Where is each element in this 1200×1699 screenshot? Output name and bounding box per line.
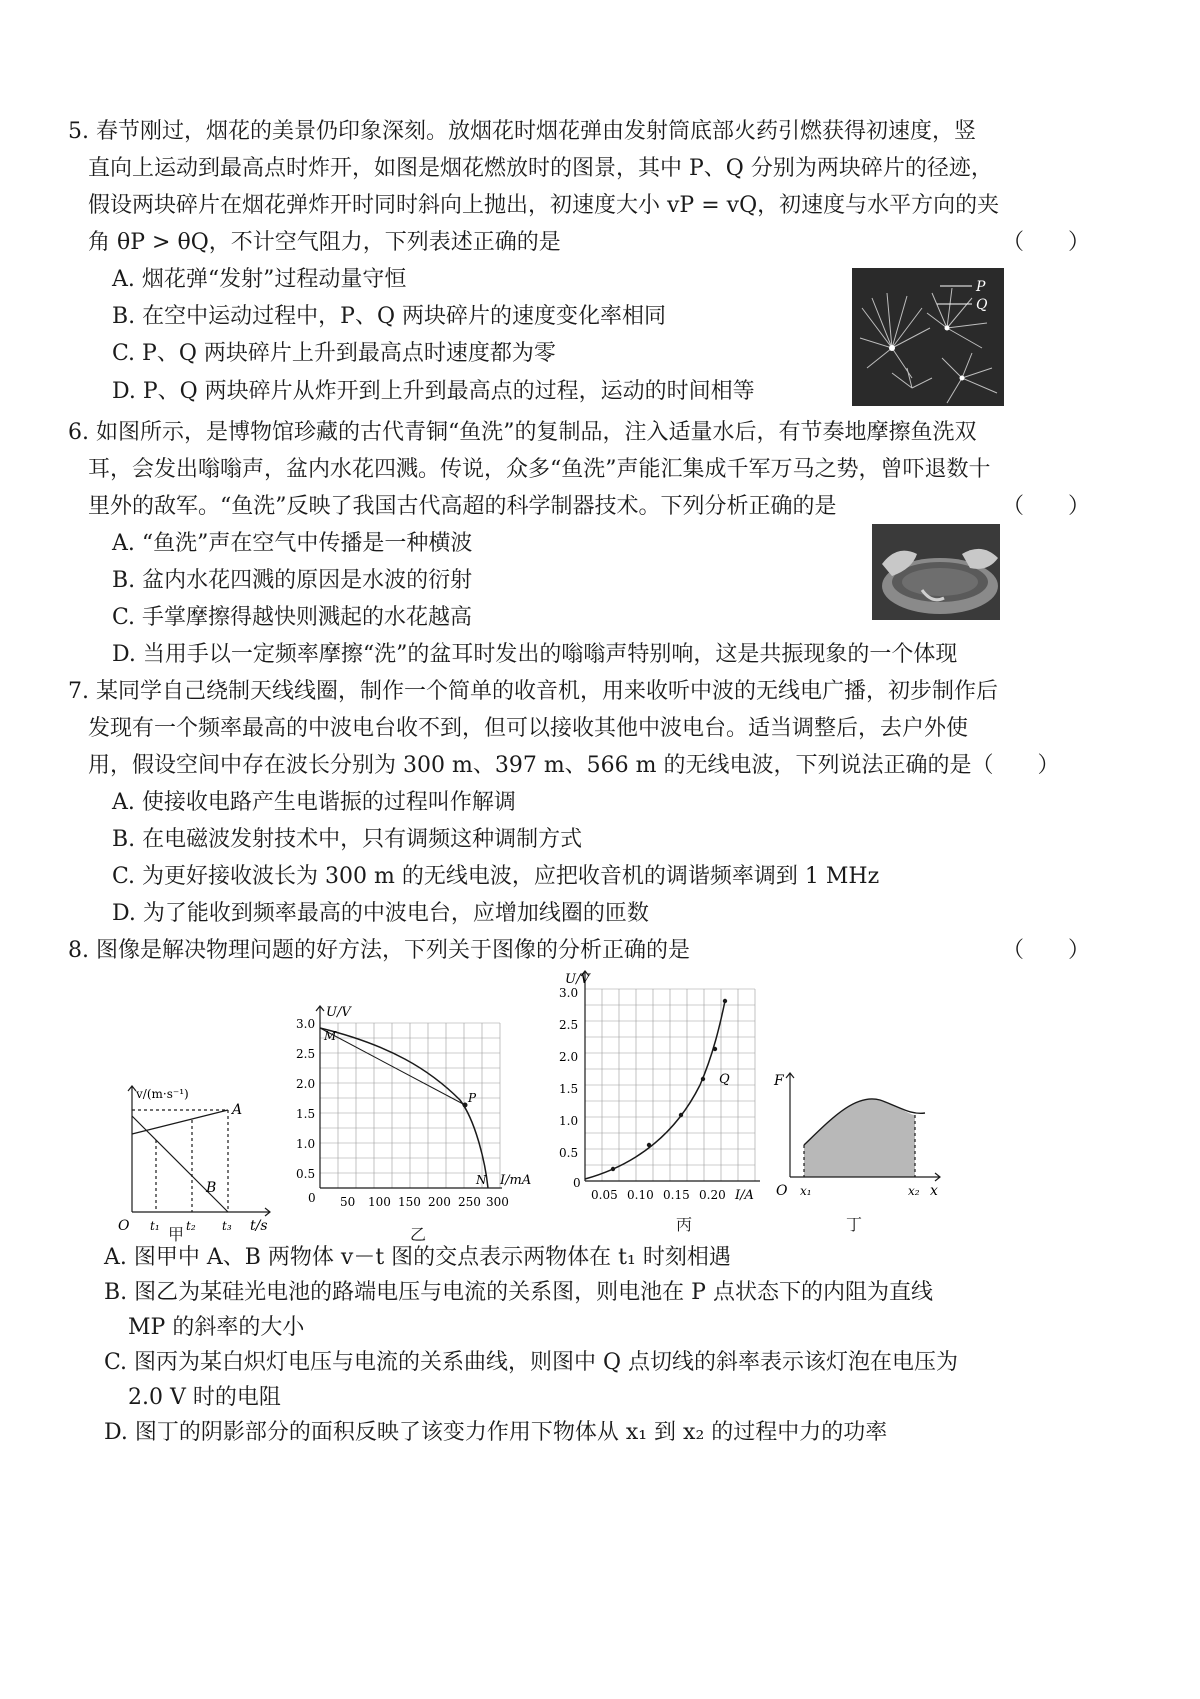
photo-label-p: P xyxy=(976,279,986,295)
q5-option-c: C. P、Q 两块碎片上升到最高点时速度都为零 xyxy=(112,341,556,366)
q6-option-d: D. 当用手以一定频率摩擦“洗”的盆耳时发出的嗡嗡声特别响，这是共振现象的一个体现 xyxy=(112,642,958,667)
q6-option-b: B. 盆内水花四溅的原因是水波的衍射 xyxy=(112,568,473,593)
q5-option-b: B. 在空中运动过程中，P、Q 两块碎片的速度变化率相同 xyxy=(112,304,666,329)
yi-ytick-4: 2.5 xyxy=(296,1047,316,1061)
q5-line-1: 5. 春节刚过，烟花的美景仍印象深刻。放烟花时烟花弹由发射筒底部火药引燃获得初速度，竖 xyxy=(68,119,976,144)
yi-origin: 0 xyxy=(308,1191,316,1205)
bing-xtick-0: 0.05 xyxy=(591,1188,618,1202)
q7-line-2: 发现有一个频率最高的中波电台收不到，但可以接收其他中波电台。适当调整后，去户外使 xyxy=(88,716,969,741)
photo-label-q: Q xyxy=(976,297,988,313)
q8-option-c-cont: 2.0 V 时的电阻 xyxy=(128,1385,281,1410)
bing-ytick-2: 1.5 xyxy=(559,1082,579,1096)
q6-option-a: A. “鱼洗”声在空气中传播是一种横波 xyxy=(112,531,473,556)
q7-option-c: C. 为更好接收波长为 300 m 的无线电波，应把收音机的调谐频率调到 1 MHz xyxy=(112,864,880,889)
q5-option-d: D. P、Q 两块碎片从炸开到上升到最高点的过程，运动的时间相等 xyxy=(112,379,755,404)
q5-answer-paren: （ ） xyxy=(1001,230,1090,255)
q8-option-a: A. 图甲中 A、B 两物体 v－t 图的交点表示两物体在 t₁ 时刻相遇 xyxy=(104,1245,731,1270)
jia-xlabel: t/s xyxy=(250,1218,268,1234)
fish-basin-photo xyxy=(872,524,1000,620)
jia-tick-t3: t₃ xyxy=(222,1219,232,1233)
ding-origin: O xyxy=(776,1183,788,1199)
yi-xtick-5: 300 xyxy=(486,1195,509,1209)
bing-ylabel: U/V xyxy=(565,972,590,987)
q6-line-1: 6. 如图所示，是博物馆珍藏的古代青铜“鱼洗”的复制品，注入适量水后，有节奏地摩擦鱼洗双 xyxy=(68,420,977,445)
jia-tick-t2: t₂ xyxy=(186,1219,196,1233)
bing-ytick-3: 2.0 xyxy=(559,1050,579,1064)
ding-tick-x1: x₁ xyxy=(800,1184,812,1198)
q8-option-c: C. 图丙为某白炽灯电压与电流的关系曲线，则图中 Q 点切线的斜率表示该灯泡在电压为 xyxy=(104,1350,959,1375)
bing-origin: 0 xyxy=(573,1176,581,1190)
q7-option-a: A. 使接收电路产生电谐振的过程叫作解调 xyxy=(112,790,516,815)
bing-xtick-2: 0.15 xyxy=(663,1188,690,1202)
q8-line-1: 8. 图像是解决物理问题的好方法，下列关于图像的分析正确的是 xyxy=(68,938,690,963)
q5-line-2: 直向上运动到最高点时炸开，如图是烟花燃放时的图景，其中 P、Q 分别为两块碎片的径迹， xyxy=(88,156,993,181)
jia-ylabel: v/(m·s⁻¹) xyxy=(136,1087,189,1101)
yi-xtick-0: 50 xyxy=(340,1195,356,1209)
yi-ytick-5: 3.0 xyxy=(296,1017,316,1031)
q5-line-3: 假设两块碎片在烟花弹炸开时同时斜向上抛出，初速度大小 vP = vQ，初速度与水平方向的夹 xyxy=(88,193,1000,218)
jia-caption: 甲 xyxy=(168,1225,185,1244)
q8-option-b-cont: MP 的斜率的大小 xyxy=(128,1315,305,1340)
jia-label-b: B xyxy=(206,1180,217,1196)
q7-line-1: 7. 某同学自己绕制天线线圈，制作一个简单的收音机，用来收听中波的无线电广播，初步制作后 xyxy=(68,679,998,704)
yi-ylabel: U/V xyxy=(326,1005,351,1020)
q8-option-d: D. 图丁的阴影部分的面积反映了该变力作用下物体从 x₁ 到 x₂ 的过程中力的功率 xyxy=(104,1420,888,1445)
bing-point-q: Q xyxy=(719,1072,730,1087)
graph-jia xyxy=(110,1080,280,1240)
ding-tick-x2: x₂ xyxy=(908,1184,920,1198)
q7-line-3: 用，假设空间中存在波长分别为 300 m、397 m、566 m 的无线电波，下列说法正确的是（ ） xyxy=(88,753,1060,778)
yi-point-p: P xyxy=(468,1091,477,1105)
bing-ytick-4: 2.5 xyxy=(559,1018,579,1032)
q8-answer-paren: （ ） xyxy=(1001,938,1090,963)
yi-xtick-1: 100 xyxy=(368,1195,391,1209)
yi-point-n: N xyxy=(476,1173,487,1187)
bing-xtick-1: 0.10 xyxy=(627,1188,654,1202)
yi-caption: 乙 xyxy=(410,1225,427,1244)
yi-point-m: M xyxy=(324,1029,337,1043)
yi-ytick-0: 0.5 xyxy=(296,1167,316,1181)
q7-option-d: D. 为了能收到频率最高的中波电台，应增加线圈的匝数 xyxy=(112,901,649,926)
yi-xtick-2: 150 xyxy=(398,1195,421,1209)
q7-option-b: B. 在电磁波发射技术中，只有调频这种调制方式 xyxy=(112,827,583,852)
graph-ding xyxy=(770,1065,950,1215)
bing-caption: 丙 xyxy=(676,1215,693,1234)
bing-xtick-3: 0.20 xyxy=(699,1188,726,1202)
graph-bing xyxy=(555,965,795,1205)
q5-line-4: 角 θP > θQ，不计空气阻力，下列表述正确的是 xyxy=(88,230,561,255)
yi-ytick-3: 2.0 xyxy=(296,1077,316,1091)
q5-option-a: A. 烟花弹“发射”过程动量守恒 xyxy=(112,267,407,292)
yi-xtick-3: 200 xyxy=(428,1195,451,1209)
jia-origin: O xyxy=(118,1218,130,1234)
bing-xlabel: I/A xyxy=(735,1188,754,1203)
ding-caption: 丁 xyxy=(846,1215,863,1234)
jia-tick-t1: t₁ xyxy=(150,1219,160,1233)
jia-label-a: A xyxy=(232,1102,243,1118)
yi-ytick-2: 1.5 xyxy=(296,1107,316,1121)
yi-xlabel: I/mA xyxy=(500,1173,532,1188)
graph-yi xyxy=(290,1000,550,1220)
q6-answer-paren: （ ） xyxy=(1001,494,1090,519)
q6-option-c: C. 手掌摩擦得越快则溅起的水花越高 xyxy=(112,605,473,630)
yi-xtick-4: 250 xyxy=(458,1195,481,1209)
q6-line-2: 耳，会发出嗡嗡声，盆内水花四溅。传说，众多“鱼洗”声能汇集成千军万马之势，曾吓退数十 xyxy=(88,457,991,482)
ding-xlabel: x xyxy=(930,1183,938,1199)
ding-ylabel: F xyxy=(774,1073,784,1089)
bing-ytick-5: 3.0 xyxy=(559,986,579,1000)
q8-option-b: B. 图乙为某硅光电池的路端电压与电流的关系图，则电池在 P 点状态下的内阻为直线 xyxy=(104,1280,933,1305)
fireworks-photo xyxy=(852,268,1004,406)
bing-ytick-1: 1.0 xyxy=(559,1114,579,1128)
q6-line-3: 里外的敌军。“鱼洗”反映了我国古代高超的科学制器技术。下列分析正确的是 xyxy=(88,494,837,519)
yi-ytick-1: 1.0 xyxy=(296,1137,316,1151)
bing-ytick-0: 0.5 xyxy=(559,1146,579,1160)
